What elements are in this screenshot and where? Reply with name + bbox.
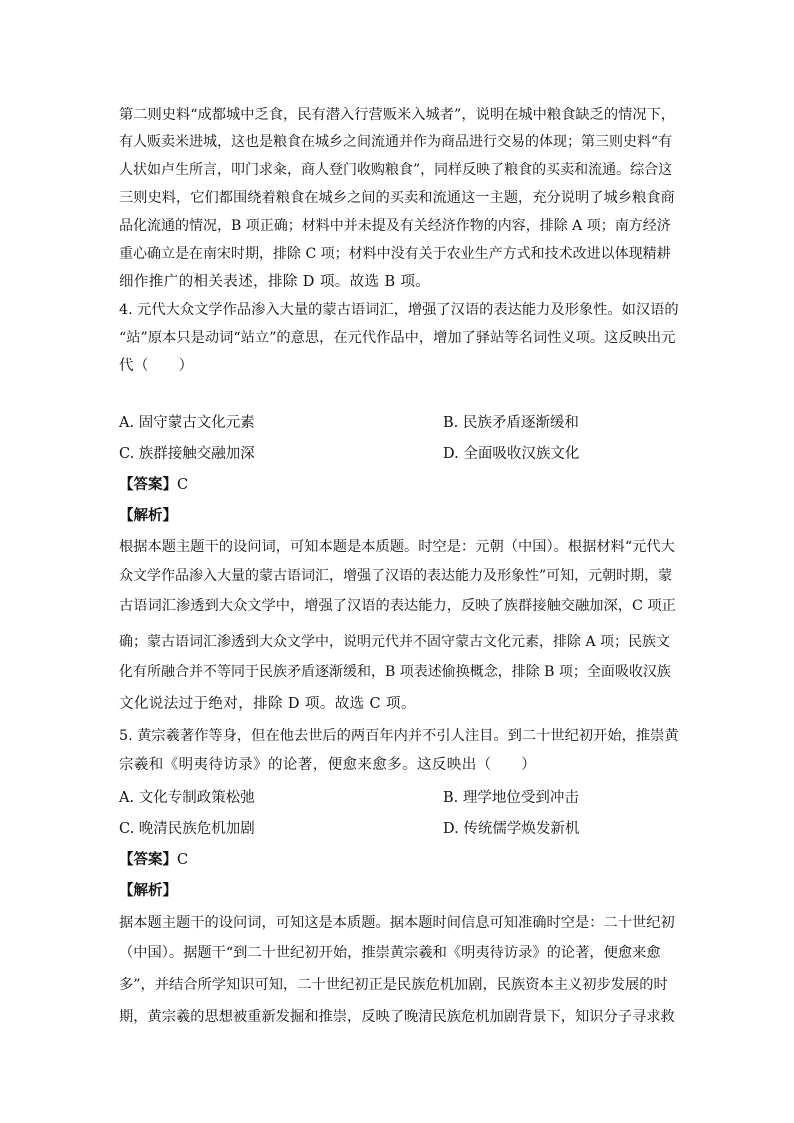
text-line: 期，黄宗羲的思想被重新发掘和推崇，反映了晚清民族危机加剧背景下，知识分子寻求救	[119, 1009, 675, 1025]
text-line: 细作推广的相关表述，排除 D 项。故选 B 项。	[119, 274, 431, 290]
answer-label: 【答案】	[119, 851, 177, 868]
text-line: 第二则史料“成都城中乏食，民有潜入行营贩米入城者”，说明在城中粮食缺乏的情况下，	[119, 107, 676, 123]
text-line: 文化说法过于绝对，排除 D 项。故选 C 项。	[119, 696, 416, 712]
question-5-stem: 宗羲和《明夷待访录》的论著，便愈来愈多。这反映出（ ）	[119, 757, 537, 773]
answer-label: 【答案】	[119, 476, 177, 493]
q4-option-b: B. 民族矛盾逐渐缓和	[443, 415, 579, 431]
q5-option-a: A. 文化专制政策松弛	[119, 790, 255, 806]
q5-option-d: D. 传统儒学焕发新机	[443, 821, 580, 837]
text-line: 品化流通的情况，B 项正确；材料中并未提及有关经济作物的内容，排除 A 项；南方经济	[119, 218, 671, 234]
text-line: 有人贩卖米进城，这也是粮食在城乡之间流通并作为商品进行交易的体现；第三则史料“有	[119, 134, 673, 150]
text-line: 确；蒙古语词汇渗透到大众文学中，说明元代并不固守蒙古文化元素，排除 A 项；民族文	[119, 634, 671, 650]
question-4-stem: 代（ ）	[119, 358, 194, 374]
text-line: 三则史料，它们都围绕着粮食在城乡之间的买卖和流通这一主题，充分说明了城乡粮食商	[119, 190, 675, 206]
question-4-stem: 4. 元代大众文学作品渗入大量的蒙古语词汇，增强了汉语的表达能力及形象性。如汉语的	[119, 302, 679, 318]
text-line: （中国）。据题干“到二十世纪初开始，推崇黄宗羲和《明夷待访录》的论著，便愈来愈	[119, 945, 661, 961]
question-4-stem: “站”原本只是动词“站立”的意思，在元代作品中，增加了驿站等名词性义项。这反映出元	[119, 330, 676, 346]
answer-value: C	[177, 852, 189, 868]
q4-option-d: D. 全面吸收汉族文化	[443, 446, 580, 462]
text-line: 古语词汇渗透到大众文学中，增强了汉语的表达能力，反映了族群接触交融加深，C 项正	[119, 598, 676, 614]
text-line: 化有所融合并不等同于民族矛盾逐渐缓和，B 项表述偷换概念，排除 B 项；全面吸收汉族	[119, 664, 671, 680]
text-line: 人状如卢生所言，叩门求籴，商人登门收购粮食”，同样反映了粮食的买卖和流通。综合这	[119, 162, 673, 178]
q5-analysis-label: 【解析】	[119, 882, 177, 899]
text-line: 据本题主题干的设问词，可知这是本质题。据本题时间信息可知准确时空是：二十世纪初	[119, 915, 675, 931]
text-line: 重心确立是在南宋时期，排除 C 项；材料中没有关于农业生产方式和技术改进以体现精耕	[119, 246, 671, 262]
q5-option-b: B. 理学地位受到冲击	[443, 790, 579, 806]
q5-answer	[119, 847, 188, 873]
q5-option-c: C. 晚清民族危机加剧	[119, 821, 255, 837]
q4-answer	[119, 472, 188, 498]
q4-analysis-label: 【解析】	[119, 507, 177, 524]
q4-option-c: C. 族群接触交融加深	[119, 446, 255, 462]
text-line: 根据本题主题干的设问词，可知本题是本质题。时空是：元朝（中国）。根据材料“元代大	[119, 539, 675, 555]
text-line: 多”，并结合所学知识可知，二十世纪初正是民族危机加剧，民族资本主义初步发展的时	[119, 977, 668, 993]
question-5-stem: 5. 黄宗羲著作等身，但在他去世后的两百年内并不引人注目。到二十世纪初开始，推崇黄	[119, 728, 679, 744]
q4-option-a: A. 固守蒙古文化元素	[119, 415, 255, 431]
text-line: 众文学作品渗入大量的蒙古语词汇，增强了汉语的表达能力及形象性”可知，元朝时期，蒙	[119, 568, 673, 584]
answer-value: C	[177, 477, 189, 493]
